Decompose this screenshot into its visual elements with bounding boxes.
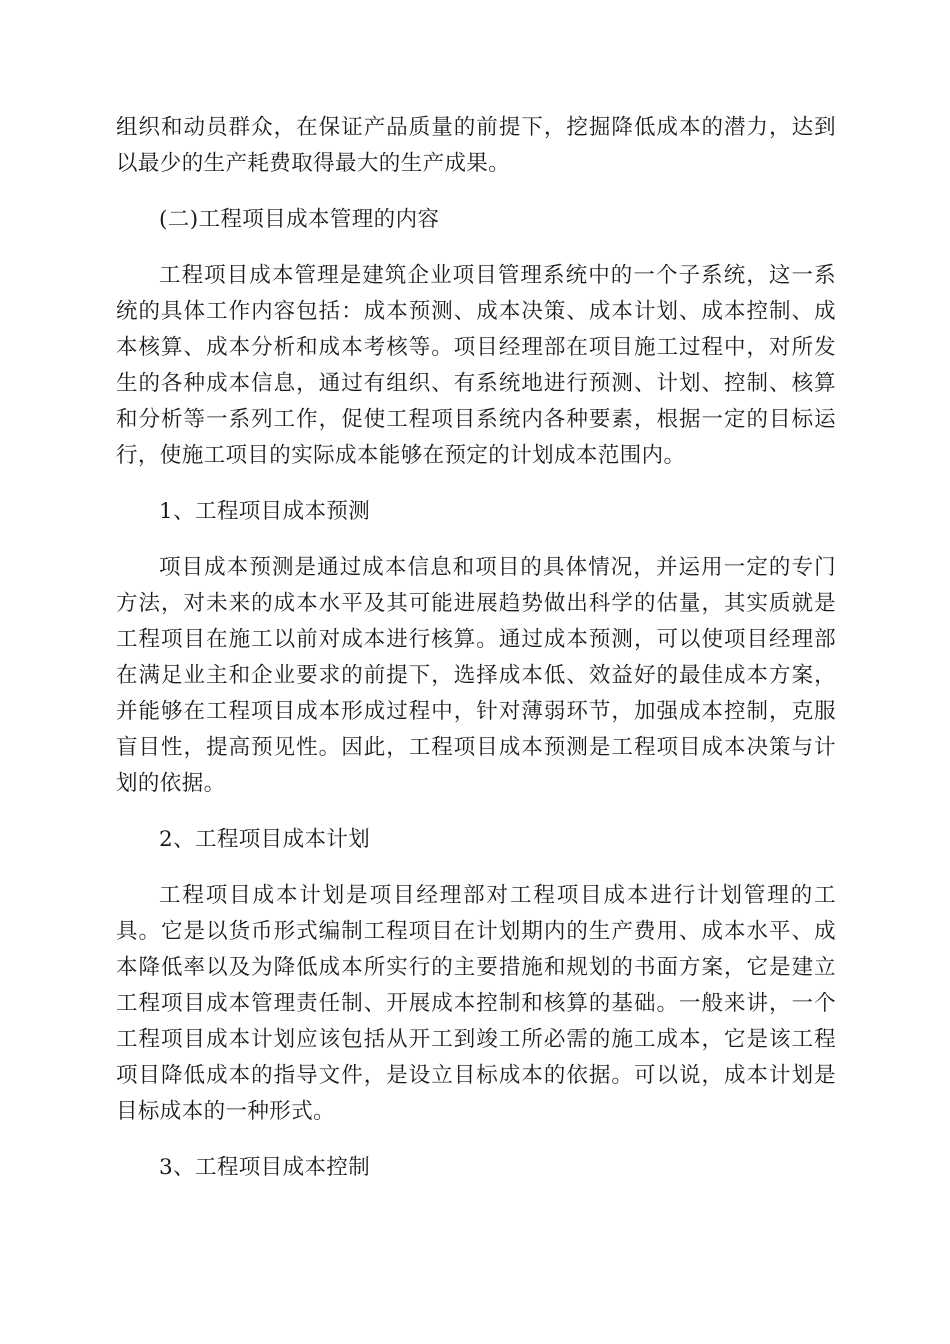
paragraph-cost-forecast: 项目成本预测是通过成本信息和项目的具体情况，并运用一定的专门方法，对未来的成本水平及其可能进展趋势做出科学的估量，其实质就是工程项目在施工以前对成本进行核算。通过成本预测，可以使项目经理部在满足业主和企业要求的前提下，选择成本低、效益好的最佳成本方案，并能够在工程项目成本形成过程中，针对薄弱环节，加强成本控制，克服盲目性，提高预见性。因此，工程项目成本预测是工程项目成本决策与计划的依据。 (116, 555, 836, 796)
document-body (116, 110, 836, 1206)
section-heading-content: (二)工程项目成本管理的内容 (159, 207, 440, 232)
subheading-cost-plan: 2、工程项目成本计划 (159, 827, 371, 852)
subheading-cost-control: 3、工程项目成本控制 (159, 1155, 371, 1180)
paragraph-cost-plan: 工程项目成本计划是项目经理部对工程项目成本进行计划管理的工具。它是以货币形式编制工程项目在计划期内的生产费用、成本水平、成本降低率以及为降低成本所实行的主要措施和规划的书面方案，它是建立工程项目成本管理责任制、开展成本控制和核算的基础。一般来讲，一个工程项目成本计划应该包括从开工到竣工所必需的施工成本，它是该工程项目降低成本的指导文件，是设立目标成本的依据。可以说，成本计划是目标成本的一种形式。 (116, 883, 836, 1124)
paragraph-continuation: 组织和动员群众，在保证产品质量的前提下，挖掘降低成本的潜力，达到以最少的生产耗费取得最大的生产成果。 (116, 115, 836, 176)
paragraph-content-overview: 工程项目成本管理是建筑企业项目管理系统中的一个子系统，这一系统的具体工作内容包括：成本预测、成本决策、成本计划、成本控制、成本核算、成本分析和成本考核等。项目经理部在项目施工过程中，对所发生的各种成本信息，通过有组织、有系统地进行预测、计划、控制、核算和分析等一系列工作，促使工程项目系统内各种要素，根据一定的目标运行，使施工项目的实际成本能够在预定的计划成本范围内。 (116, 263, 836, 468)
subheading-cost-forecast: 1、工程项目成本预测 (159, 499, 371, 524)
